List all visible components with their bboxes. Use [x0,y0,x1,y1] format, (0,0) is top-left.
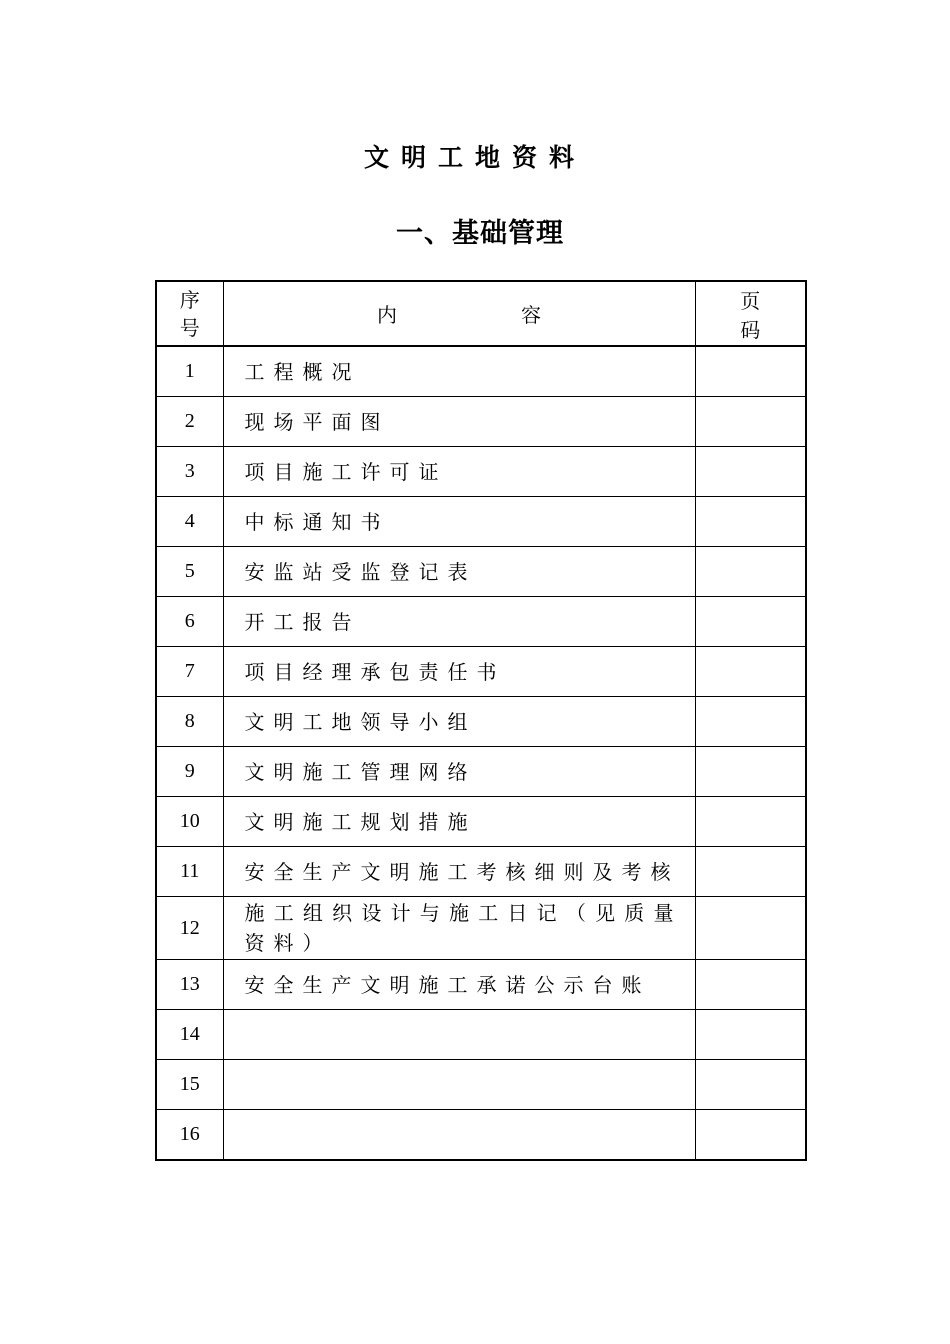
table-row [156,397,806,447]
row-number: 4 [156,497,223,547]
table-row [156,547,806,597]
header-page: 页码 [695,281,806,346]
row-item: 文明工地领导小组 [223,697,695,747]
row-number: 11 [156,847,223,897]
table-row [156,697,806,747]
table-row [156,1060,806,1110]
row-number: 7 [156,647,223,697]
table-row [156,447,806,497]
row-page [695,960,806,1010]
row-page [695,897,806,960]
row-number: 8 [156,697,223,747]
row-item: 安全生产文明施工考核细则及考核 [223,847,695,897]
row-item: 项目施工许可证 [223,447,695,497]
table-row [156,647,806,697]
row-number: 16 [156,1110,223,1161]
row-page [695,1110,806,1161]
row-number: 9 [156,747,223,797]
row-item [223,1060,695,1110]
header-content: 内容 [223,281,695,346]
row-item: 项目经理承包责任书 [223,647,695,697]
table-row [156,797,806,847]
row-item: 现场平面图 [223,397,695,447]
row-number: 13 [156,960,223,1010]
row-item: 安全生产文明施工承诺公示台账 [223,960,695,1010]
row-page [695,497,806,547]
table-row [156,346,806,397]
row-page [695,346,806,397]
row-item: 工程概况 [223,346,695,397]
row-number: 1 [156,346,223,397]
row-page [695,1010,806,1060]
row-page [695,597,806,647]
row-page [695,547,806,597]
row-item: 施工组织设计与施工日记（见质量资料） [223,897,695,960]
row-item: 中标通知书 [223,497,695,547]
row-page [695,647,806,697]
row-page [695,447,806,497]
row-item: 安监站受监登记表 [223,547,695,597]
row-item: 文明施工管理网络 [223,747,695,797]
header-seq: 序号 [156,281,223,346]
row-number: 6 [156,597,223,647]
row-number: 5 [156,547,223,597]
table-row [156,747,806,797]
contents-table [155,280,807,1161]
row-item: 文明施工规划措施 [223,797,695,847]
row-number: 15 [156,1060,223,1110]
row-item [223,1110,695,1161]
table-row [156,897,806,960]
document-title: 文明工地资料 [363,143,586,172]
table-header-row [156,281,806,346]
row-page [695,747,806,797]
row-page [695,1060,806,1110]
row-page [695,847,806,897]
row-number: 14 [156,1010,223,1060]
table-row [156,1110,806,1161]
section-title: 一、基础管理 [396,218,564,249]
row-number: 3 [156,447,223,497]
row-item: 开工报告 [223,597,695,647]
row-page [695,697,806,747]
row-number: 2 [156,397,223,447]
table-row [156,847,806,897]
row-item [223,1010,695,1060]
row-number: 10 [156,797,223,847]
table-row [156,1010,806,1060]
table-row [156,597,806,647]
row-page [695,397,806,447]
row-page [695,797,806,847]
table-row [156,960,806,1010]
row-number: 12 [156,897,223,960]
table-row [156,497,806,547]
